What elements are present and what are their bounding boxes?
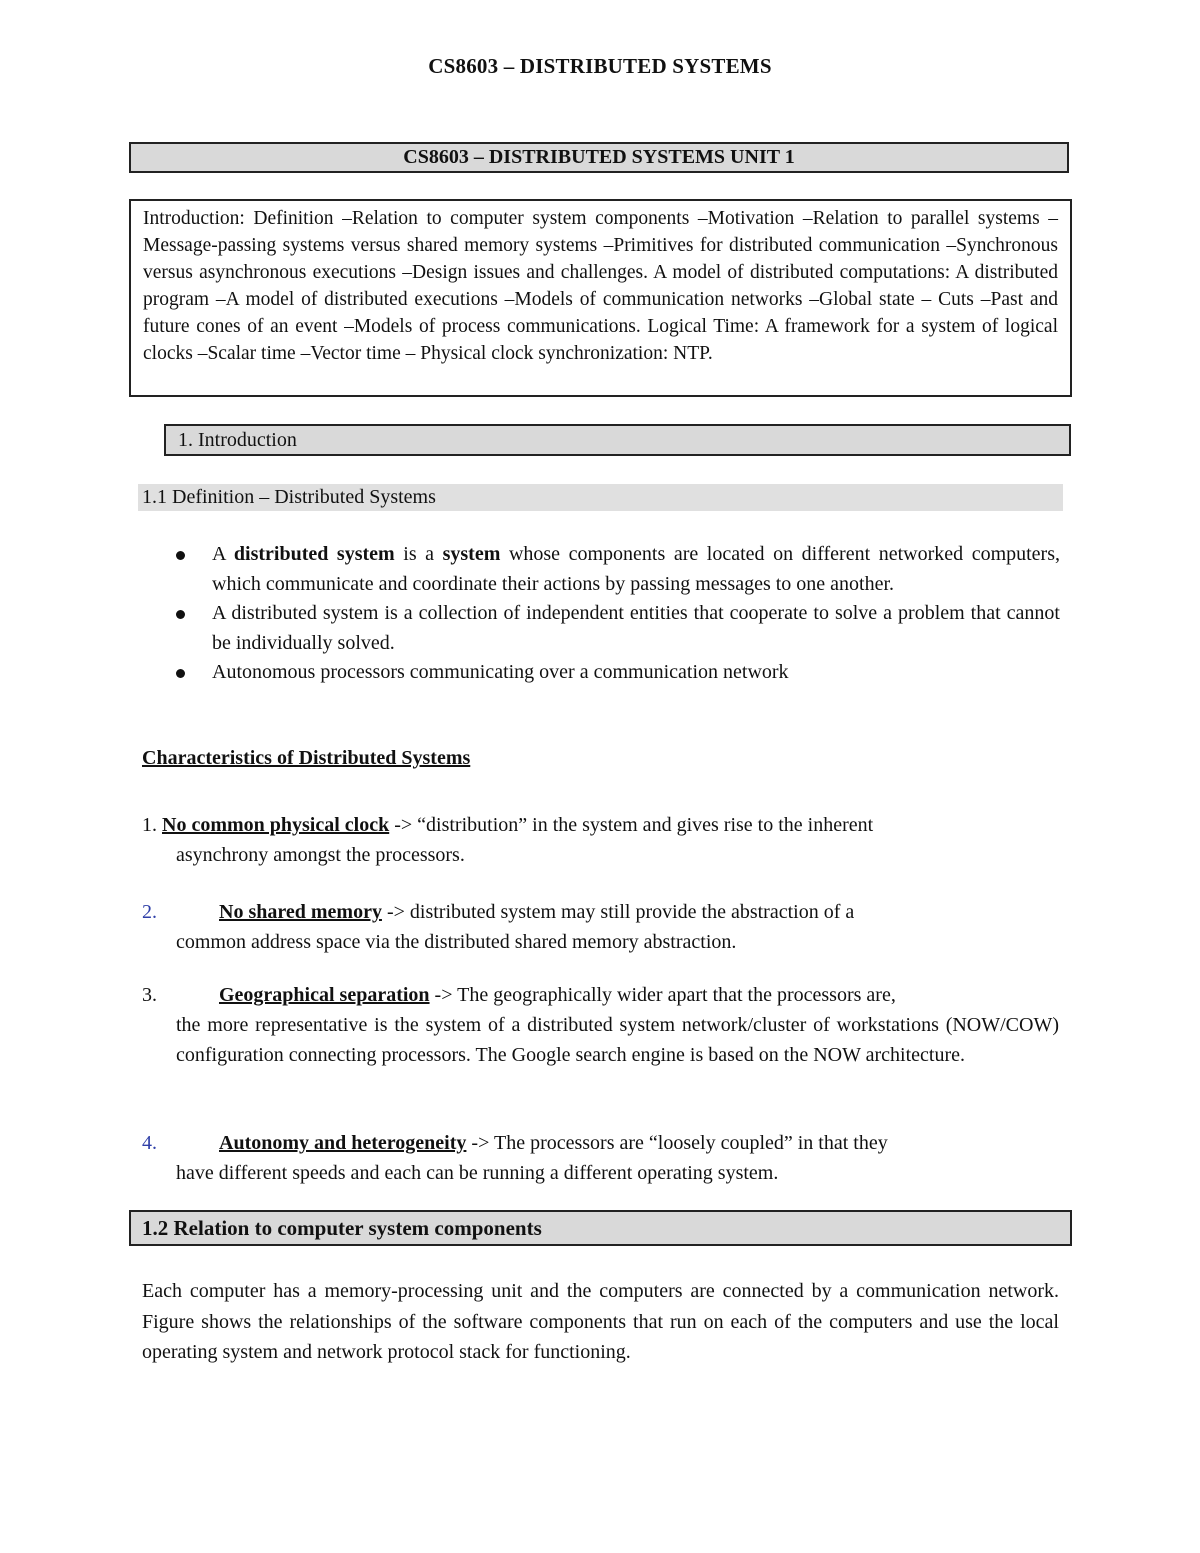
characteristic-item: 2. No shared memory -> distributed system may still provide the abstraction of a common address space via the distributed shared memory abstraction. bbox=[142, 897, 1059, 957]
syllabus-box bbox=[129, 199, 1072, 397]
bullet-icon bbox=[176, 610, 185, 619]
item-term: Geographical separation bbox=[219, 984, 430, 1006]
unit-title-box: CS8603 – DISTRIBUTED SYSTEMS UNIT 1 bbox=[129, 142, 1069, 173]
bullet-item: A distributed system is a system whose components are located on different networked computers, which communicate and coordinate their actions by passing messages to one another. bbox=[170, 540, 1060, 599]
item-number: 2. bbox=[142, 901, 157, 923]
syllabus-text: Introduction: Definition –Relation to computer system components –Motivation –Relation to parallel systems – Message-passing systems versus shared memory systems –Primitives for distributed communication –Synchronous versus asynchronous executions –Design issues and challenges. A model of distributed computations: A distributed program –A model of distributed executions –Models of communication networks –Global state – Cuts –Past and future cones of an event –Models of process communications. Logical Time: A framework for a system of logical clocks –Scalar time –Vector time – Physical clock synchronization: NTP. bbox=[143, 208, 1058, 364]
characteristic-item: 4. Autonomy and heterogeneity -> The processors are “loosely coupled” in that they have different speeds and each can be running a different operating system. bbox=[142, 1128, 1059, 1188]
section-heading-relation: 1.2 Relation to computer system components bbox=[129, 1210, 1072, 1246]
characteristic-item: 1. No common physical clock -> “distribution” in the system and gives rise to the inherent asynchrony amongst the processors. bbox=[142, 810, 1059, 870]
item-term: Autonomy and heterogeneity bbox=[219, 1132, 467, 1154]
relation-paragraph: Each computer has a memory-processing unit and the computers are connected by a communication network. Figure shows the relationships of the software components that run on each of the computers and use the local operating system and network protocol stack for functioning. bbox=[142, 1280, 1059, 1363]
bullet-item: Autonomous processors communicating over a communication network bbox=[170, 658, 1060, 688]
item-number: 1. bbox=[142, 814, 157, 836]
characteristic-item: 3. Geographical separation -> The geographically wider apart that the processors are, the more representative is the system of a distributed system network/cluster of workstations (NOW/COW) configuration connecting processors. The Google search engine is based on the NOW architecture. bbox=[142, 980, 1059, 1070]
section-heading-introduction: 1. Introduction bbox=[164, 424, 1071, 456]
item-number: 4. bbox=[142, 1132, 157, 1154]
subsection-heading-definition: 1.1 Definition – Distributed Systems bbox=[138, 484, 1063, 511]
page-header: CS8603 – DISTRIBUTED SYSTEMS bbox=[428, 54, 772, 78]
characteristics-heading: Characteristics of Distributed Systems bbox=[142, 747, 471, 769]
item-number: 3. bbox=[142, 984, 157, 1006]
item-term: No common physical clock bbox=[162, 814, 390, 836]
definition-bullet-list bbox=[170, 540, 1060, 688]
bullet-item: A distributed system is a collection of independent entities that cooperate to solve a problem that cannot be individually solved. bbox=[170, 599, 1060, 658]
item-term: No shared memory bbox=[219, 901, 382, 923]
bullet-icon bbox=[176, 551, 185, 560]
bullet-icon bbox=[176, 669, 185, 678]
